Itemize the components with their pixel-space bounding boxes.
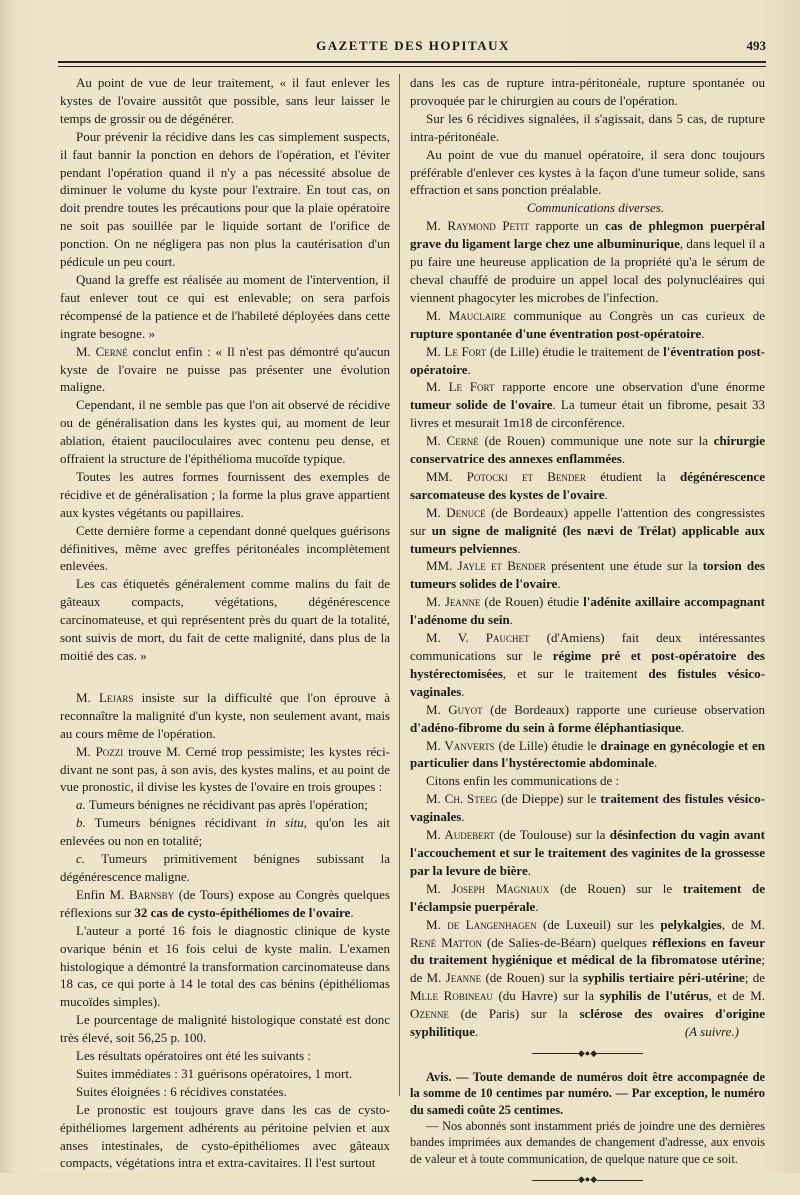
communication-item: M. Mauclaire communique au Congrès un cas curieux de rupture spontanée d'une éventration post-opératoire.: [410, 307, 765, 341]
author-name: M. Cerné: [426, 433, 479, 449]
communication-item: M. Raymond Petit rapporte un cas de phlegmon puerpéral grave du ligament large chez une albuminurique, dans lequel il a pu faire une heureuse application de la propriété qu'a le sérum de cheval chauffé de produire un appel local des polynucléaires qui viennent phagocyter les microbes de l'infection.: [410, 218, 766, 305]
list-item: a. Tumeurs bénignes ne récidivant pas après l'opération;: [76, 797, 368, 813]
paragraph: M. Lejars insiste sur la difficulté que l'on éprouve à reconnaître la malignité d'un kyste, non seulement avant, mais au cours même de l'opération.: [60, 689, 390, 741]
paragraph: Suites immédiates : 31 guérisons opératoires, 1 mort.: [76, 1065, 353, 1081]
column-divider: [399, 74, 400, 1096]
communication-item: M. Jeanne (de Rouen) étudie l'adénite axillaire accompagnant l'adénome du sein.: [410, 594, 765, 628]
header-rule: [58, 61, 766, 67]
communication-item: M. Cerné (de Rouen) communique une note sur la chirurgie conservatrice des annexes enflammées.: [410, 433, 765, 467]
list-item: b. Tumeurs bénignes récidivant in situ, qu'on les ait enlevées ou non en totalité;: [60, 815, 390, 849]
paragraph: Les cas étiquetés généralement comme malins du fait de gâteaux compacts, végétations, dégénérescence carcinomateuse, et qui représentent près du quart de la totalité, sont suivis de mort, du fait de cette malignité, dans plus de la moitié des cas. »: [60, 576, 390, 663]
author-name: M. Le Fort: [426, 379, 495, 395]
author-name: M. Ch. Steeg: [426, 791, 498, 807]
journal-title: GAZETTE DES HOPITAUX: [316, 38, 510, 53]
author-name: M. Le Fort: [426, 343, 487, 359]
paragraph: Citons enfin les communications de :: [426, 773, 620, 789]
communication-item: M. Le Fort rapporte encore une observation d'une énorme tumeur solide de l'ovaire. La tumeur était un fibrome, pesait 33 livres et mesurait 1m18 de circonférence.: [410, 379, 766, 431]
communication-item: M. V. Pauchet (d'Amiens) fait deux intéressantes communications sur le régime pré et post-opératoire des hystérectomisées, et sur le traitement des fistules vésico-vaginales.: [410, 630, 765, 699]
communication-item: MM. Potocki et Bender étudient la dégénérescence sarcomateuse des kystes de l'ovaire.: [410, 468, 765, 502]
paragraph: M. Cerné conclut enfin : « Il n'est pas démontré qu'aucun kyste de l'ovaire ne puisse pas présenter une évolution maligne.: [60, 343, 390, 395]
author-name: M. René Matton: [410, 916, 765, 950]
paragraph: Au point de vue de leur traitement, « il faut enlever les kystes de l'ovaire aussitôt que possible, sans leur laisser le temps de grossir ou de dégénérer.: [60, 75, 390, 126]
notice-paragraph: — Nos abonnés sont instamment priés de joindre une des dernières bandes imprimées aux demandes de changement d'adresse, aux envois de valeur et à toute communication, de quelque nature que ce soit.: [410, 1119, 765, 1166]
page-number: 493: [746, 38, 766, 53]
notice-paragraph: Avis. — Toute demande de numéros doit être accompagnée de la somme de 10 centimes par numéro. — Par exception, le numéro du samedi coûte 25 centimes.: [410, 1069, 765, 1117]
communication-item: M. Guyot (de Bordeaux) rapporte une curieuse observation d'adéno-fibrome du sein à forme éléphantiasique.: [410, 701, 765, 735]
notice-box: [410, 1069, 765, 1167]
author-name: M. Jeanne: [426, 594, 481, 610]
paragraph: Sur les 6 récidives signalées, il s'agissait, dans 5 cas, de rupture intra-péritonéale.: [410, 110, 765, 144]
paragraph: Quand la greffe est réalisée au moment de l'intervention, il faut enlever tout ce qui est enlevable; on sera parfois récompensé de la patience et de l'habileté déployées dans cette ingrate besogne. »: [60, 271, 390, 341]
communication-item: M. Ch. Steeg (de Dieppe) sur le traitement des fistules vésico-vaginales.: [410, 791, 765, 825]
notice-label: Avis.: [426, 1069, 452, 1084]
paragraph: Cette dernière forme a cependant donné quelques guérisons définitives, même avec greffes péritonéales incomplètement enlevées.: [60, 522, 390, 574]
author-name: M. Pozzi: [76, 743, 124, 759]
communication-item: MM. Jayle et Bender présentent une étude sur la torsion des tumeurs solides de l'ovaire.: [410, 558, 765, 592]
paragraph: Cependant, il ne semble pas que l'on ait observé de récidive ou de généralisation dans les kystes qui, au moment de leur ablation, étaient pauciloculaires avec contenu peu dense, et offraient la structure de l'épithélioma mucoïde typique.: [60, 397, 390, 467]
communication-item: M. Vanverts (de Lille) étudie le drainage en gynécologie et en particulier dans l'hystérectomie abdominale.: [410, 737, 765, 771]
communication-item: M. Joseph Magniaux (de Rouen) sur le traitement de l'éclampsie puerpérale.: [410, 880, 766, 914]
communication-item: M. de Langenhagen (de Luxeuil) sur les pelykalgies, de M. René Matton (de Salies-de-Béarn) quelques réflexions en faveur du traitement hygiénique et médical de la fibromatose utérine; de M. Jeanne (de Rouen) sur la syphilis tertiaire péri-utérine; de Mlle Robineau (du Havre) sur la syphilis de l'utérus, et de M. Ozenne (de Paris) sur la sclérose des ovaires d'origine syphilitique. (A suivre.): [410, 916, 766, 1040]
ornament-rule: ◆●◆: [410, 1045, 765, 1063]
author-name: M. Ozenne: [410, 988, 766, 1022]
author-name: MM. Potocki et Bender: [426, 468, 586, 484]
author-name: M. Raymond Petit: [426, 218, 530, 234]
author-name: M. Barnsby: [109, 886, 175, 902]
communication-item: M. Denucé (de Bordeaux) appelle l'attention des congressistes sur un signe de malignité (les nævi de Trélat) applicable aux tumeurs pelviennes.: [410, 504, 766, 556]
author-name: Mlle Robineau: [410, 988, 493, 1004]
paragraph: Au point de vue du manuel opératoire, il sera donc toujours préférable d'enlever ces kystes à la façon d'une tumeur solide, sans effraction et sans ponction préalable.: [410, 146, 765, 198]
continued-note: (A suivre.): [684, 1024, 739, 1040]
communication-item: M. Audebert (de Toulouse) sur la désinfection du vagin avant l'accouchement et sur le traitement des vaginites de la grossesse par la levure de bière.: [410, 827, 765, 878]
author-name: M. Guyot: [426, 701, 483, 717]
author-name: M. V. Pauchet: [426, 630, 530, 646]
list-item: c. Tumeurs primitivement bénignes subissant la dégénérescence maligne.: [60, 851, 390, 884]
ornament-rule: ◆●◆: [410, 1171, 765, 1189]
author-name: MM. Jayle et Bender: [426, 558, 546, 574]
paragraph: Les résultats opératoires ont été les suivants :: [76, 1048, 312, 1064]
paragraph: Toutes les autres formes fournissent des exemples de récidive et de généralisation ; la forme la plus grave appartient aux kystes végétants ou papillaires.: [60, 468, 390, 520]
paragraph: dans les cas de rupture intra-péritonéale, rupture spontanée ou provoquée par le chirurgien au cours de l'opération.: [410, 75, 765, 108]
section-title: Communications diverses.: [526, 200, 665, 216]
author-name: M. Denucé: [426, 504, 486, 520]
left-column: [60, 74, 390, 1172]
paragraph: Pour prévenir la récidive dans les cas simplement suspects, il faut bannir la ponction en dehors de l'opération, et l'éviter pendant l'opération quand il n'y a pas nécessité absolue de diminuer le volume du kyste pour l'extraire. En tout cas, on doit prendre toutes les précautions pour que la plaie opératoire ne soit pas souillée par le liquide sortant de l'orifice de ponction. On ne négligera pas non plus la cautérisation d'un pédicule un peu court.: [60, 128, 390, 270]
paragraph: Enfin M. Barnsby (de Tours) expose au Congrès quelques réflexions sur 32 cas de cysto-épithéliomes de l'ovaire.: [60, 886, 390, 920]
paragraph: L'auteur a porté 16 fois le diagnostic clinique de kyste ovarique bénin et 16 fois celui de kyste malin. L'examen histologique a démontré la transformation carcinomateuse dans 18 cas, ce qui porte à 14 le total des cas bénins (épithéliomas mucoïdes simples).: [60, 922, 390, 1010]
right-column: [410, 74, 765, 1195]
author-name: M. Jeanne: [426, 970, 482, 986]
author-name: M. Vanverts: [426, 737, 495, 753]
author-name: M. Lejars: [76, 689, 134, 705]
paragraph: Suites éloignées : 6 récidives constatées.: [76, 1083, 287, 1099]
author-name: M. Mauclaire: [426, 307, 506, 323]
paragraph: Le pourcentage de malignité histologique constaté est donc très élevé, soit 56,25 p. 100.: [60, 1012, 390, 1046]
paragraph: M. Pozzi trouve M. Cerné trop pessimiste; les kystes réci-divant ne sont pas, à son avis, des kystes malins, et au point de vue pronostic, il divise les kystes de l'ovaire en trois groupes :: [60, 743, 391, 795]
author-name: M. de Langenhagen: [426, 916, 537, 932]
author-name: M. Cerné: [76, 343, 128, 359]
author-name: M. Joseph Magniaux: [426, 880, 550, 896]
author-name: M. Audebert: [426, 827, 495, 843]
running-head: [60, 38, 766, 58]
paragraph: Le pronostic est toujours grave dans les cas de cysto-épithéliomes largement adhérents au péritoine pelvien et aux anses intestinales, de cysto-épithéliomes avec gâteaux compacts, végétations intra et extra-cavitaires. Il l'est surtout: [60, 1101, 390, 1171]
communication-item: M. Le Fort (de Lille) étudie le traitement de l'éventration post-opératoire.: [410, 343, 765, 377]
